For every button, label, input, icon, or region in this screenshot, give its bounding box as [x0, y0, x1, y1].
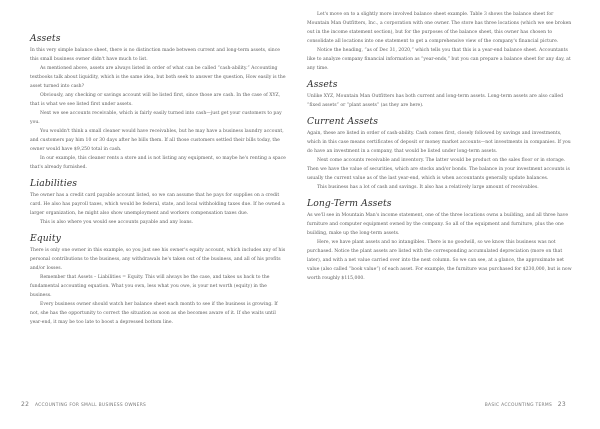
page-number: 22 — [21, 401, 30, 408]
paragraph: The owner has a credit card payable account listed, so we can assume that he pays for supplies on a credit card. He also has payroll taxes, which would be federal, state, and local withholding taxes due. If he owned a larger organization, he might also show unemployment and workers compensation taxes due. — [30, 193, 285, 216]
paragraph: Next we see accounts receivable, which is fairly easily turned into cash—just get your customers to pay you. — [30, 111, 282, 125]
paragraph: Every business owner should watch her balance sheet each month to see if the business is growing. If not, she has the opportunity to correct the situation as soon as she becomes aware of it. If she waits until year-end, it may be too late to boost a depressed bottom line. — [30, 302, 278, 325]
paragraph: Remember that Assets – Liabilities = Equity. This will always be the case, and takes us back to the fundamental accounting equation. What you own, less what you owe, is your net worth (equity) in the business. — [30, 275, 270, 298]
paragraph: There is only one owner in this example, so you just see his owner's equity account, which includes any of his personal contributions to the business, any withdrawals he's taken out of the business, and all of his profits and/or losses. — [30, 248, 286, 271]
paragraph: Obviously, any checking or savings account will be listed first, since those are cash. In the case of XYZ, that is what we see listed first under assets. — [30, 93, 281, 107]
paragraph: As mentioned above, assets are always listed in order of what can be called “cash-ability.” Accounting textbooks talk about liquidity, which is the same idea, but both seek to answer the question, How easily is the asset turned into cash? — [30, 66, 286, 89]
paragraph: Unlike XYZ, Mountain Man Outfitters has both current and long-term assets. Long-term assets are also called “fixed assets” or “plant assets” (as they are here). — [307, 94, 564, 108]
section-heading-equity: Equity — [30, 233, 61, 244]
section-heading-current-assets: Current Assets — [307, 116, 379, 127]
section-heading-assets: Assets — [30, 33, 61, 44]
section-heading-long-term-assets: Long-Term Assets — [307, 198, 392, 209]
right-page-column — [307, 10, 573, 283]
paragraph: Here, we have plant assets and no intangibles. There is no goodwill, so we know this business was not purchased. Notice the plant assets are listed with the corresponding accumulated depreciation (more on that later), and with a net value carried over into the next column. So we can see, at a glance, the approximate net value (also called “book value”) of each asset. For example, the furniture was purchased for $230,000, but is now worth roughly $115,000. — [307, 240, 572, 281]
paragraph: Again, these are listed in order of cash-ability. Cash comes first, closely followed by savings and investments, which in this case means certificates of deposit or money market accounts—not investments in companies. If you do have an investment in a company, that would be listed under long-term assets. — [307, 131, 571, 154]
paragraph: Notice the heading, “as of Dec 31, 2020,” which tells you that this is a year-end balance sheet. Accountants like to analyze company financial information as “year-ends,” but you can prepare a balance sheet for any day, at any time. — [307, 48, 571, 71]
paragraph: Let's move on to a slightly more involved balance sheet example. Table 3 shows the balance sheet for Mountain Man Outfitters, Inc., a corporation with one owner. The store has three locations (which we see broken out in the income statement section), but for the purposes of the balance sheet, this owner has chosen to consolidate all locations into one statement to get a comprehensive view of the company's financial picture. — [307, 12, 572, 44]
section-heading-assets: Assets — [307, 79, 338, 90]
paragraph: In this very simple balance sheet, there is no distinction made between current and long-term assets, since this small business owner didn't have much to list. — [30, 48, 280, 62]
left-page-column — [30, 33, 288, 327]
left-page-footer — [17, 401, 146, 408]
right-page-footer — [485, 401, 570, 408]
running-title: ACCOUNTING FOR SMALL BUSINESS OWNERS — [34, 403, 147, 408]
right-page — [300, 0, 600, 429]
paragraph: Next come accounts receivable and inventory. The latter would be product on the sales floor or in storage. Then we have the value of securities, which are stocks and/or bonds. The balance in your investment accounts is usually the current value as of the last year-end, which is when accountants generally update balances. — [307, 158, 570, 181]
page-number: 23 — [557, 401, 566, 408]
paragraph: This is also where you would see accounts payable and any loans. — [40, 220, 194, 225]
paragraph: In our example, this cleaner rents a store and is not listing any equipment, so maybe he's renting a space that's already furnished. — [30, 156, 286, 170]
section-heading-liabilities: Liabilities — [30, 178, 78, 189]
paragraph: As we'll see in Mountain Man's income statement, one of the three locations owns a building, and all three have furniture and computer equipment owned by the company. So all of the equipment and furniture, plus the one building, make up the long-term assets. — [307, 213, 569, 236]
paragraph: This business has a lot of cash and savings. It also has a relatively large amount of receivables. — [317, 185, 539, 190]
running-title: BASIC ACCOUNTING TERMS — [484, 403, 553, 408]
paragraph: You wouldn't think a small cleaner would have receivables, but he may have a business laundry account, and customers pay him 10 or 30 days after he bills them. If all those customers settled their bills today, the owner would have $9,250 total in cash. — [30, 129, 284, 152]
